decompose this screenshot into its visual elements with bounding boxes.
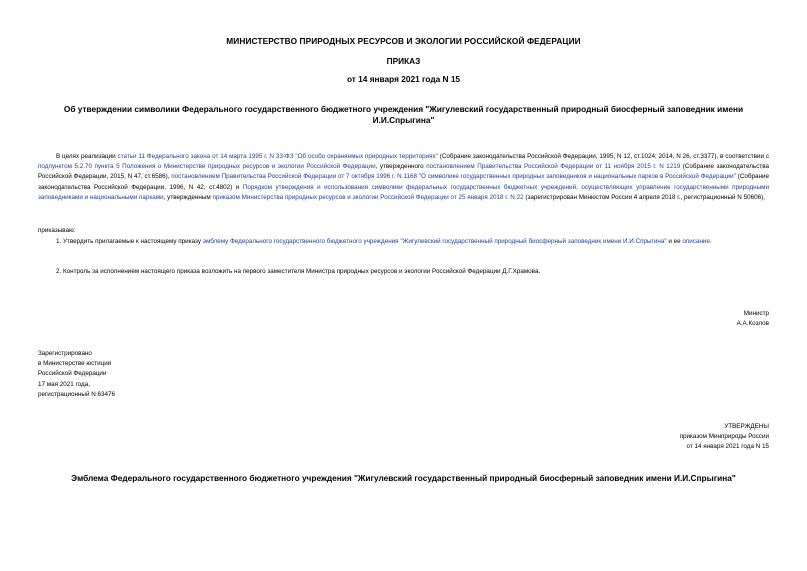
- signature-position: Министр: [743, 310, 769, 317]
- preamble-text-2: (Собрание законодательства Российской Федерации, 1995, N 12, ст.1024; 2014, N 26, ст.3377), в соответствии с: [437, 153, 769, 160]
- preamble-text-6: , утвержденным: [163, 193, 213, 201]
- approval-line-1: УТВЕРЖДЕНЫ: [724, 423, 769, 430]
- preamble-text-1: В целях реализации: [56, 153, 118, 160]
- document-date: от 14 января 2021 года N 15: [346, 74, 461, 84]
- link-emblem[interactable]: эмблему Федерального государственного бюджетного учреждения "Жигулевский государственный природный биосферный заповедник имени И.И.Спрыгина": [202, 238, 667, 245]
- item-1-text-2: и ее: [666, 238, 683, 245]
- link-description[interactable]: описание: [682, 238, 710, 245]
- signature-block: [737, 309, 769, 329]
- document-title: Об утверждении символики Федерального государственного бюджетного учреждения "Жигулевский государственный природный биосферный заповедник имени И.И.Спрыгина": [63, 104, 744, 125]
- registration-line-1: Зарегистрировано: [38, 350, 92, 357]
- item-2-paragraph: 2. Контроль за исполнением настоящего приказа возложить на первого заместителя Министра природных ресурсов и экологии Российской Федерации Д.Г.Храмова.: [56, 268, 541, 275]
- document-type: ПРИКАЗ: [386, 56, 421, 66]
- link-government-decree-1168[interactable]: постановлением Правительства Российской Федерации от 7 октября 1996 г. N 1168 "О символике государственных природных заповедников и национальных парков в Российской Федерации": [171, 173, 736, 181]
- approval-block: [680, 422, 769, 453]
- order-keyword: приказываю:: [38, 227, 76, 234]
- link-regulation-subparagraph[interactable]: подпунктом 5.2.70 пункта 5 Положения о Министерстве природных ресурсов и экологии Российской Федерации: [38, 163, 376, 171]
- registration-block: [38, 349, 115, 400]
- registration-line-2: в Министерстве юстиции: [38, 360, 112, 368]
- link-federal-law-article-11[interactable]: статьи 11 Федерального закона от 14 марта 1995 г. N 33-ФЗ "Об особо охраняемых природных территориях": [117, 153, 438, 160]
- emblem-heading: Эмблема Федерального государственного бюджетного учреждения "Жигулевский государственный природный биосферный заповедник имени И.И.Спрыгина": [71, 473, 736, 483]
- item-1-text-1: 1. Утвердить прилагаемые к настоящему приказу: [56, 238, 203, 245]
- signature-name: А.А.Козлов: [736, 320, 769, 328]
- approval-line-2: приказом Минприроды России: [679, 433, 769, 441]
- registration-line-4: 17 мая 2021 года,: [38, 380, 90, 388]
- preamble-text-7: (зарегистрирован Минюстом России 4 апреля 2018 г., регистрационный N 50606),: [523, 193, 765, 201]
- ministry-heading: МИНИСТЕРСТВО ПРИРОДНЫХ РЕСУРСОВ И ЭКОЛОГИИ РОССИЙСКОЙ ФЕДЕРАЦИИ: [226, 36, 581, 46]
- item-1-text-3: .: [709, 238, 712, 245]
- approval-line-3: от 14 января 2021 года N 15: [686, 443, 769, 451]
- link-ministry-order-22[interactable]: приказом Министерства природных ресурсов и экологии Российской Федерации от 25 января 2018 г. N 22: [212, 193, 524, 201]
- preamble-text-5: (Собрание законодательства Российской Федерации, 1996, N 42, ст.4802) и: [38, 173, 769, 191]
- link-government-decree-1219[interactable]: постановлением Правительства Российской Федерации от 11 ноября 2015 г. N 1219: [426, 163, 681, 171]
- registration-line-3: Российской Федерации: [38, 370, 107, 378]
- link-symbolics-procedure[interactable]: Порядком утверждения и использования символики федеральных государственных бюджетных учреждений, осуществляющих управление государственными природными заповедниками и национальными парками: [38, 183, 769, 201]
- preamble-text-4: (Собрание законодательства Российской Федерации, 2015, N 47, ст.6586),: [38, 163, 769, 181]
- preamble-paragraph: [38, 152, 769, 203]
- preamble-text-3: , утвержденного: [375, 163, 427, 171]
- registration-line-5: регистрационный N 63476: [38, 390, 116, 398]
- item-1-paragraph: [38, 237, 769, 247]
